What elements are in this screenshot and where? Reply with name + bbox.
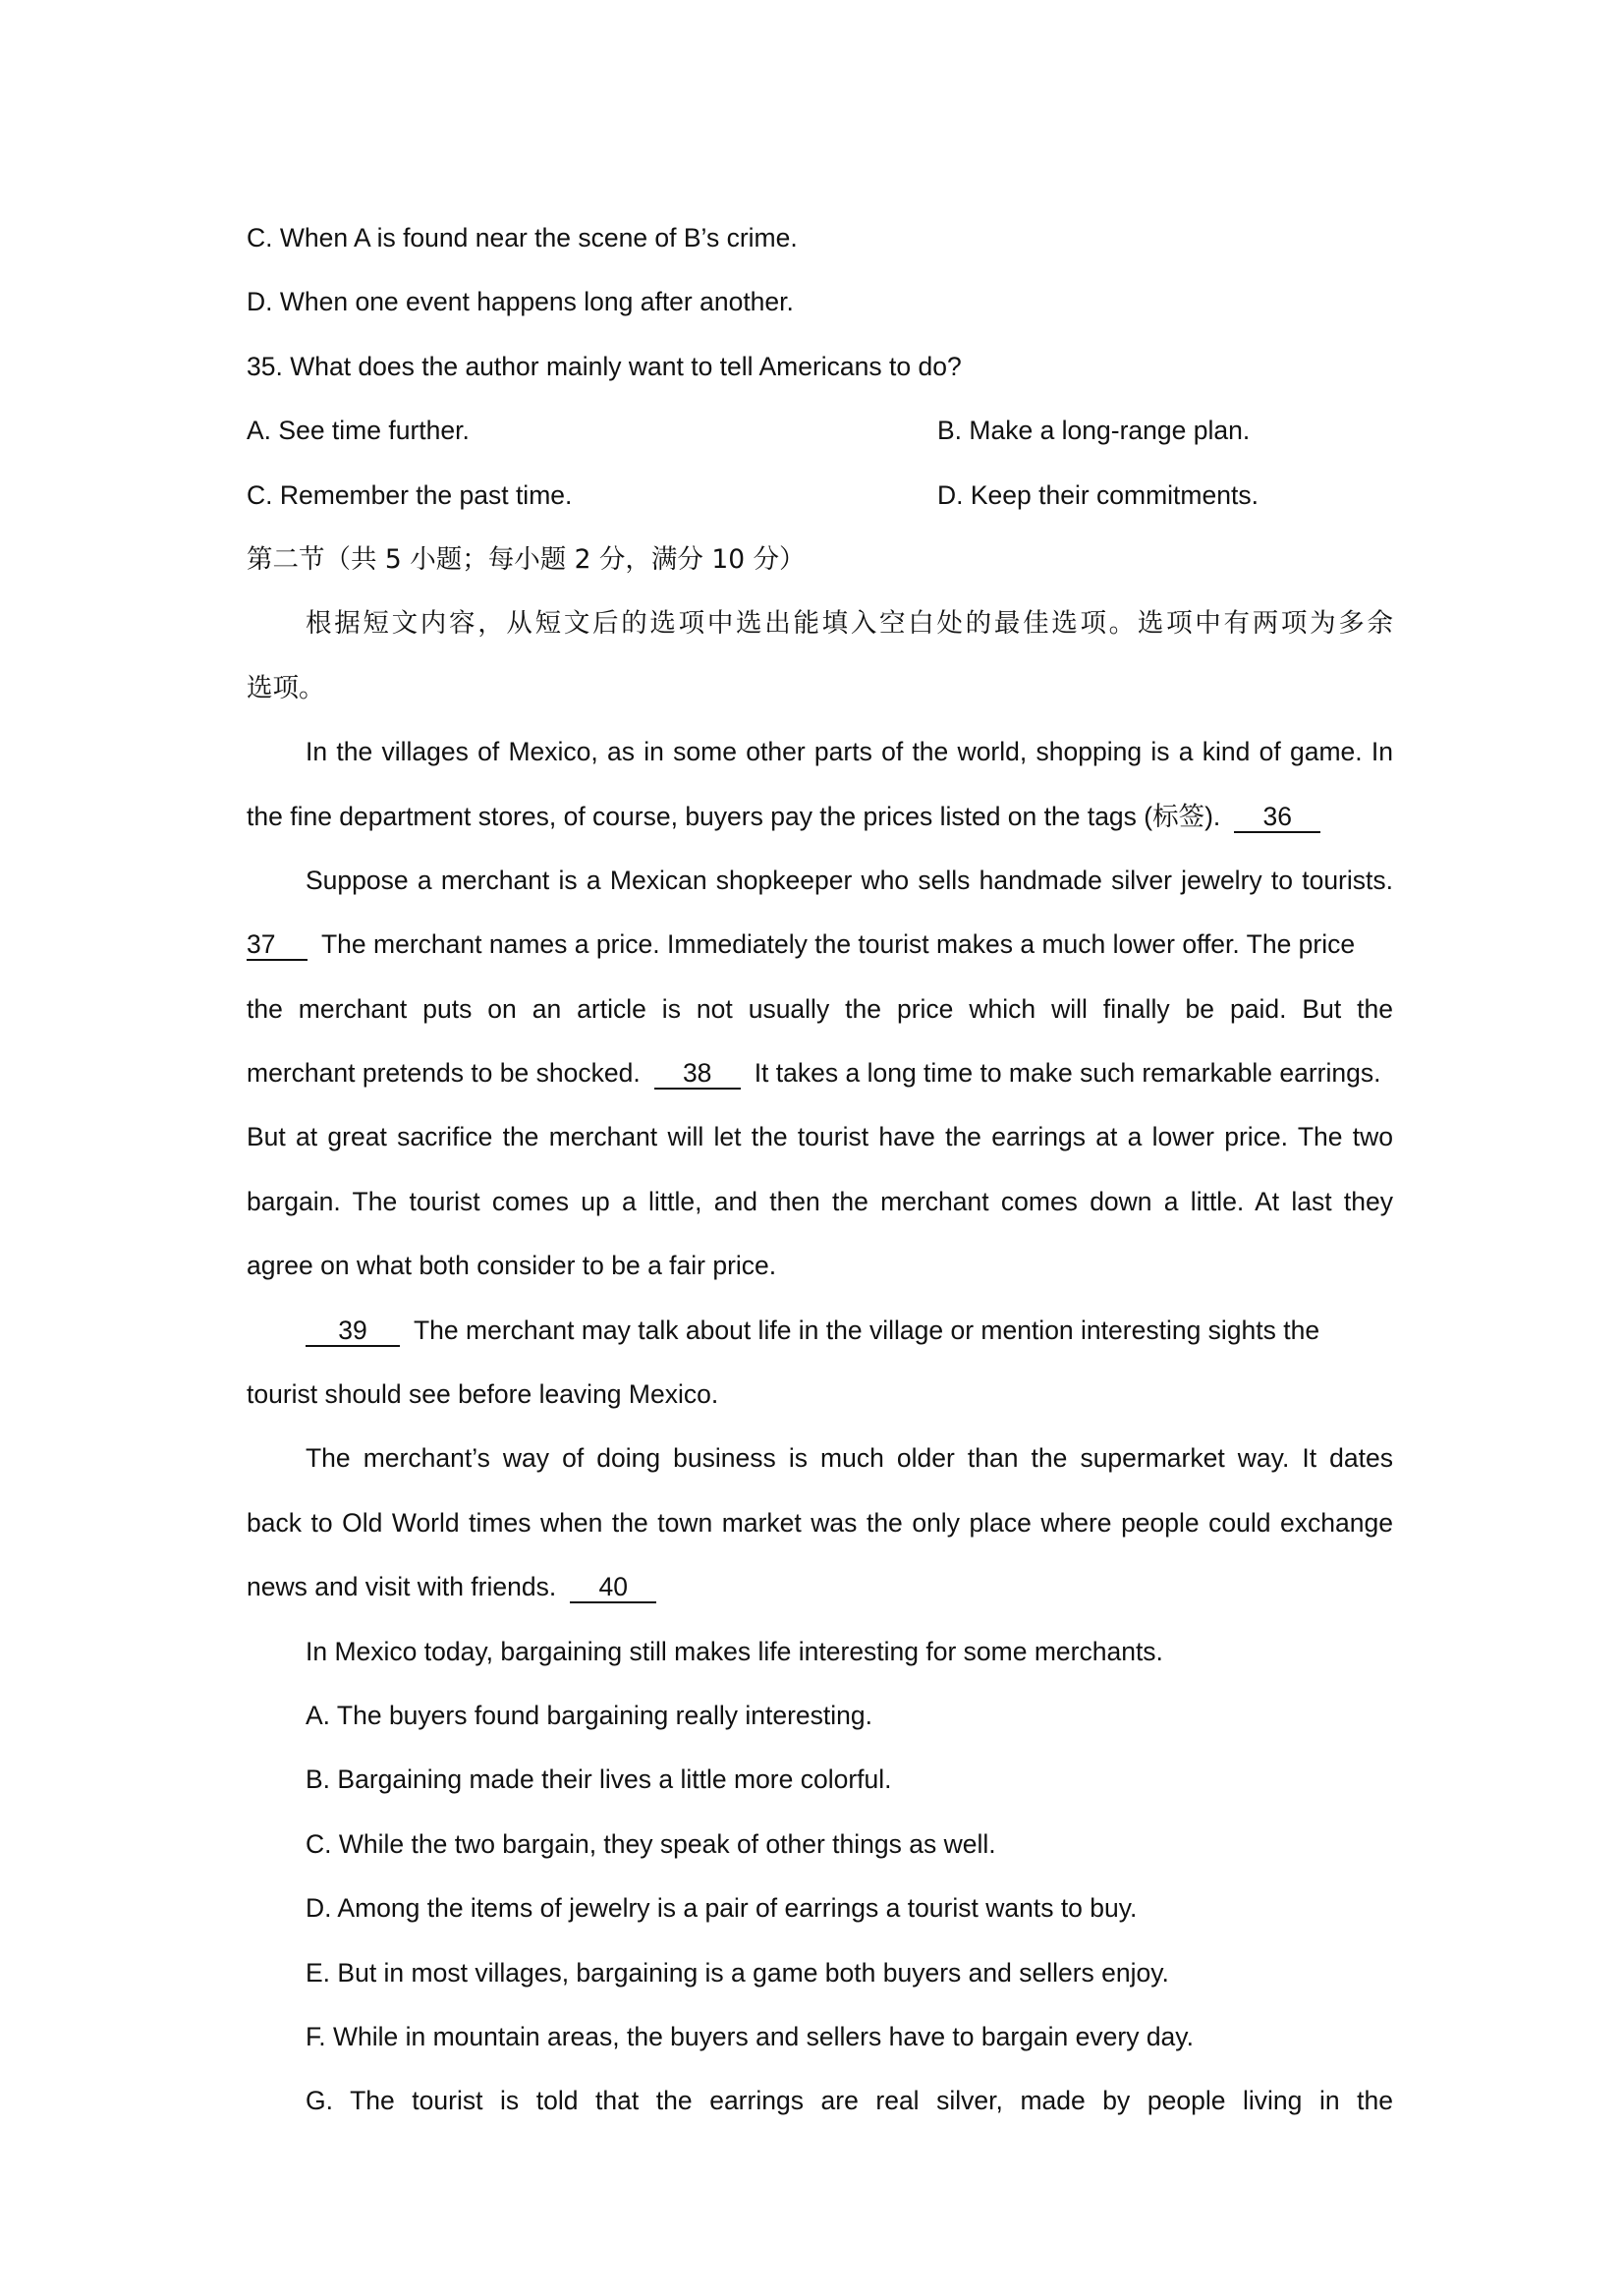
choice-a: A. The buyers found bargaining really interesting.	[306, 1700, 872, 1730]
passage-p1-line-2-text: the fine department stores, of course, buyers pay the prices listed on the tags (标签).	[247, 801, 1221, 831]
blank-39[interactable]: 39	[306, 1316, 400, 1347]
passage-p4-line-3-text: news and visit with friends.	[247, 1572, 557, 1602]
q35-option-c: C. Remember the past time.	[247, 479, 573, 510]
passage-p2-line-5: But at great sacrifice the merchant will let the tourist have the earrings at a lower price. The two	[247, 1122, 1393, 1152]
exam-page	[247, 206, 1393, 2134]
choice-e: E. But in most villages, bargaining is a game both buyers and sellers enjoy.	[306, 1957, 1169, 1988]
passage-p2-line-2-text: The merchant names a price. Immediately the tourist makes a much lower offer. The price	[321, 929, 1356, 960]
q35-options-row-1	[247, 399, 1393, 463]
choice-d: D. Among the items of jewelry is a pair of earrings a tourist wants to buy.	[306, 1893, 1138, 1924]
passage-p3-line-1	[247, 1299, 1393, 1363]
passage-p2-line-4-text-b: It takes a long time to make such remarkable earrings.	[754, 1058, 1381, 1089]
q35-option-d: D. Keep their commitments.	[937, 479, 1259, 510]
passage-p2-line-2	[247, 913, 1393, 977]
passage-p2-line-4	[247, 1041, 1393, 1105]
passage-p4-line-1: The merchant’s way of doing business is much older than the supermarket way. It dates	[306, 1443, 1393, 1474]
q34-option-d: D. When one event happens long after another.	[247, 287, 794, 317]
passage-p2-line-7: agree on what both consider to be a fair price.	[247, 1251, 777, 1281]
q35-options-row-2	[247, 464, 1393, 528]
q35-option-b: B. Make a long-range plan.	[937, 416, 1251, 446]
passage-p2-line-3: the merchant puts on an article is not usually the price which will finally be paid. But the	[247, 993, 1393, 1024]
passage-p2-line-6: bargain. The tourist comes up a little, and then the merchant comes down a little. At last they	[247, 1186, 1393, 1216]
blank-37[interactable]: 37	[247, 929, 308, 961]
blank-38[interactable]: 38	[654, 1058, 741, 1090]
q35-question: 35. What does the author mainly want to tell Americans to do?	[247, 351, 962, 381]
passage-p1-line-2	[247, 785, 1393, 849]
section-instruction-line-2: 选项。	[247, 672, 325, 703]
q35-option-a: A. See time further.	[247, 416, 470, 446]
passage-p4-line-3	[247, 1555, 1393, 1619]
blank-36[interactable]: 36	[1234, 802, 1320, 833]
section-heading: 第二节（共 5 小题；每小题 2 分，满分 10 分）	[247, 543, 806, 575]
blank-40[interactable]: 40	[570, 1572, 656, 1603]
choice-f: F. While in mountain areas, the buyers and sellers have to bargain every day.	[306, 2021, 1194, 2051]
choice-g: G. The tourist is told that the earrings are real silver, made by people living in the	[306, 2086, 1393, 2116]
passage-p3-line-1-text: The merchant may talk about life in the village or mention interesting sights the	[414, 1315, 1320, 1345]
passage-p1-line-1: In the villages of Mexico, as in some other parts of the world, shopping is a kind of game. In	[306, 737, 1393, 767]
section-instruction-line-1: 根据短文内容，从短文后的选项中选出能填入空白处的最佳选项。选项中有两项为多余	[306, 608, 1393, 640]
choice-b: B. Bargaining made their lives a little more colorful.	[306, 1764, 892, 1795]
passage-p3-line-2: tourist should see before leaving Mexico.	[247, 1379, 719, 1410]
q34-option-c: C. When A is found near the scene of B’s crime.	[247, 223, 798, 252]
passage-p5-line-1: In Mexico today, bargaining still makes life interesting for some merchants.	[306, 1636, 1163, 1666]
passage-p4-line-2: back to Old World times when the town market was the only place where people could exchange	[247, 1507, 1393, 1538]
passage-p2-line-4-text-a: merchant pretends to be shocked.	[247, 1058, 641, 1089]
choice-c: C. While the two bargain, they speak of other things as well.	[306, 1828, 996, 1859]
passage-p2-line-1: Suppose a merchant is a Mexican shopkeeper who sells handmade silver jewelry to tourists.	[306, 865, 1393, 895]
